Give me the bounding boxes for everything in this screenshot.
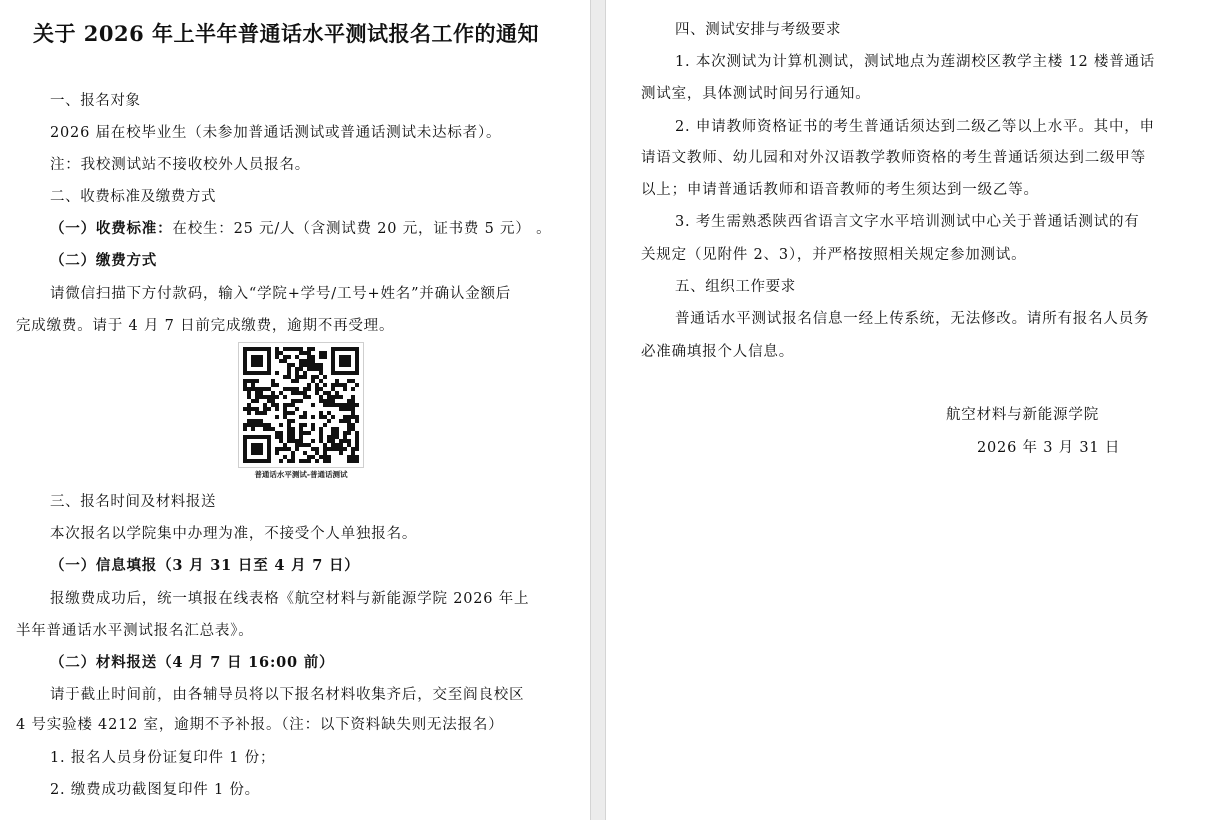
section-1-heading: 一、报名对象: [50, 93, 141, 109]
document-title: 关于 2026 年上半年普通话水平测试报名工作的通知: [32, 21, 540, 46]
section-1-eligibility-text: 2026 届在校毕业生（未参加普通话测试或普通话测试未达标者）。: [50, 125, 502, 141]
payment-instructions-line-1: 请微信扫描下方付款码，输入“学院+学号/工号+姓名”并确认金额后: [50, 286, 512, 302]
regulations-line-1: 3. 考生需熟悉陕西省语言文字水平培训测试中心关于普通话测试的有: [675, 214, 1140, 230]
info-fill-heading: （一）信息填报（3 月 31 日至 4 月 7 日）: [50, 557, 360, 574]
info-fill-line-1: 报缴费成功后，统一填报在线表格《航空材料与新能源学院 2026 年上: [50, 591, 530, 607]
regulations-line-2: 关规定（见附件 2、3），并严格按照相关规定参加测试。: [641, 247, 1027, 263]
material-submission-line-2: 4 号实验楼 4212 室，逾期不予补报。（注：以下资料缺失则无法报名）: [16, 717, 504, 733]
payment-qr-code: [238, 342, 364, 478]
organization-line-2: 必准确填报个人信息。: [641, 344, 794, 360]
signature-organization: 航空材料与新能源学院: [946, 407, 1099, 423]
right-page: [606, 0, 1206, 820]
qr-caption: 普通话水平测试-普通话测试: [254, 470, 348, 479]
info-fill-line-2: 半年普通话水平测试报名汇总表》。: [16, 623, 254, 639]
fee-standard-line: [50, 217, 551, 238]
section-3-heading: 三、报名时间及材料报送: [50, 494, 217, 510]
section-1-note: 注：我校测试站不接收校外人员报名。: [50, 157, 311, 173]
section-2-heading: 二、收费标准及缴费方式: [50, 189, 217, 205]
section-3-intro: 本次报名以学院集中办理为准，不接受个人单独报名。: [50, 526, 418, 542]
test-arrangement-line-2: 测试室，具体测试时间另行通知。: [641, 86, 871, 102]
page-gutter: [590, 0, 606, 820]
material-submission-line-1: 请于截止时间前，由各辅导员将以下报名材料收集齐后，交至阎良校区: [50, 687, 525, 703]
fee-standard-text: 在校生：25 元/人（含测试费 20 元，证书费 5 元） 。: [172, 221, 552, 237]
material-list-item-2: 2. 缴费成功截图复印件 1 份。: [50, 782, 260, 798]
section-4-heading: 四、测试安排与考级要求: [675, 22, 842, 38]
organization-line-1: 普通话水平测试报名信息一经上传系统，无法修改。请所有报名人员务: [675, 311, 1150, 327]
fee-standard-label: （一）收费标准：: [50, 220, 173, 237]
signature-date: 2026 年 3 月 31 日: [977, 440, 1121, 456]
test-arrangement-line-1: 1. 本次测试为计算机测试，测试地点为莲湖校区教学主楼 12 楼普通话: [675, 54, 1156, 70]
teacher-requirement-line-1: 2. 申请教师资格证书的考生普通话须达到二级乙等以上水平。其中，申: [675, 119, 1155, 135]
left-page: [0, 0, 590, 820]
material-list-item-1: 1. 报名人员身份证复印件 1 份；: [50, 750, 276, 766]
teacher-requirement-line-2: 请语文教师、幼儿园和对外汉语教学教师资格的考生普通话须达到二级甲等: [641, 150, 1146, 166]
material-submission-heading: （二）材料报送（4 月 7 日 16:00 前）: [50, 654, 335, 671]
teacher-requirement-line-3: 以上；申请普通话教师和语音教师的考生须达到一级乙等。: [641, 182, 1039, 198]
payment-instructions-line-2: 完成缴费。请于 4 月 7 日前完成缴费，逾期不再受理。: [16, 318, 395, 334]
qr-code-image: [239, 343, 363, 467]
section-5-heading: 五、组织工作要求: [675, 279, 796, 295]
payment-method-heading: （二）缴费方式: [50, 252, 158, 269]
